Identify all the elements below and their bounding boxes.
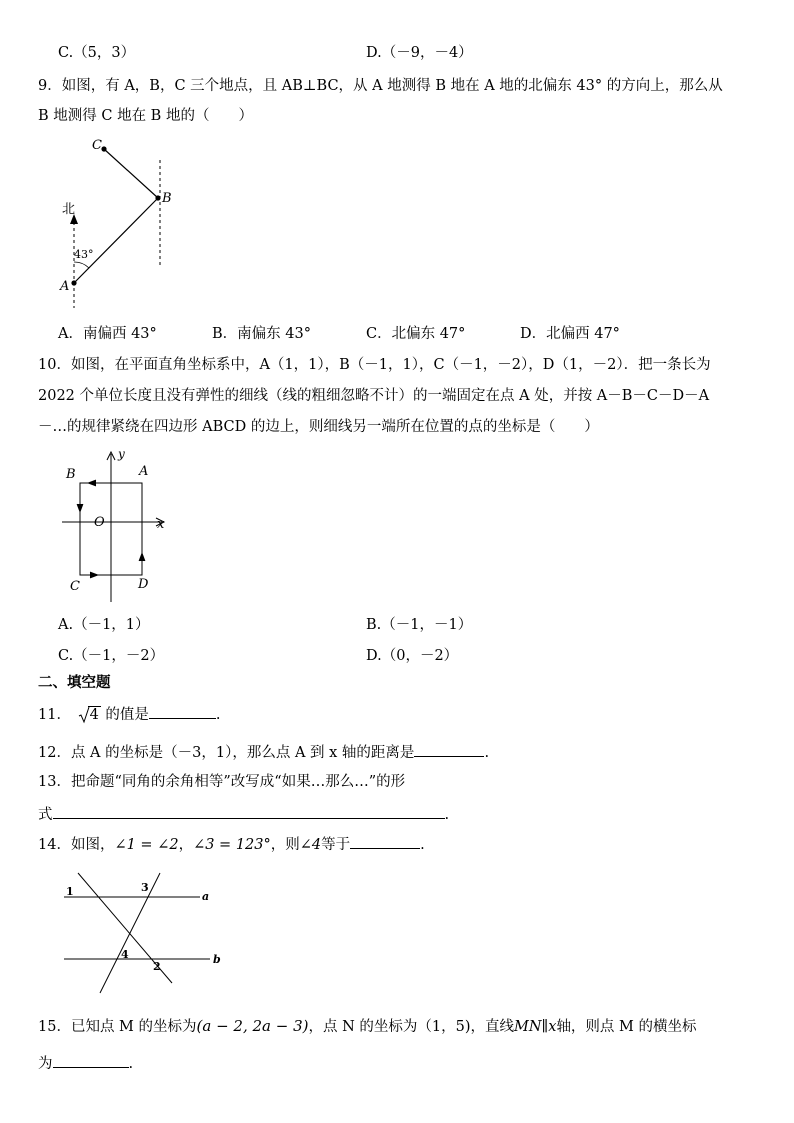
q14-condition-1: ∠1 = ∠2 <box>114 837 179 853</box>
q10-label-a: A <box>139 464 149 479</box>
q10-stem-line1: 10．如图，在平面直角坐标系中，A（1，1），B（－1，1），C（－1，－2），D（1，－2）．把一条长为 <box>38 357 711 373</box>
q14-post: 等于 <box>321 837 351 853</box>
q14-number: 14．如图， <box>38 837 115 853</box>
q15-period: . <box>128 1056 134 1072</box>
q9-option-c: C．北偏东 47° <box>366 326 466 342</box>
q9-option-a: A．南偏西 43° <box>58 326 157 342</box>
q14-label-4: 4 <box>121 948 129 961</box>
q10-label-b: B <box>66 467 76 482</box>
q9-label-b: B <box>162 191 172 206</box>
q10-stem-line3: －…的规律紧绕在四边形 ABCD 的边上，则细线另一端所在位置的点的坐标是（ ） <box>38 419 599 435</box>
q12-text: 12．点 A 的坐标是（－3，1），那么点 A 到 x 轴的距离是 <box>38 745 415 761</box>
q10-label-o: O <box>94 515 105 530</box>
q9-stem-line2: B 地测得 C 地在 B 地的（ ） <box>38 108 253 124</box>
q10-label-x: x <box>157 517 165 532</box>
q15-parallel-symbol: ∥ <box>541 1019 549 1035</box>
q15-line2 <box>38 1053 133 1074</box>
q10-label-d: D <box>138 577 149 592</box>
q15-text-pre: 15．已知点 M 的坐标为 <box>38 1019 197 1035</box>
q9-stem-line1: 9．如图，有 A，B，C 三个地点，且 AB⊥BC，从 A 地测得 B 地在 A 地的北偏东 43° 的方向上，那么从 <box>38 78 723 94</box>
q9-angle-label: 43° <box>74 248 94 261</box>
q9-option-b: B．南偏东 43° <box>212 326 311 342</box>
q15-answer-blank[interactable] <box>53 1053 129 1068</box>
q10-label-y: y <box>118 447 125 461</box>
q10-option-d: D.（0，－2） <box>366 648 459 664</box>
q9-label-a: A <box>60 279 70 294</box>
q12-period: . <box>484 745 490 761</box>
q15-line1 <box>38 1016 697 1037</box>
q11-number: 11． <box>38 707 71 723</box>
q11-text: 的值是 <box>105 707 149 723</box>
q14-transversal-2 <box>100 873 160 993</box>
q14-condition-2: ∠3 = 123° <box>193 837 271 853</box>
q13-line1: 13．把命题“同角的余角相等”改写成“如果…那么…”的形 <box>38 774 406 790</box>
q10-option-c: C.（－1，－2） <box>58 648 165 664</box>
q15-axis-x: x <box>548 1019 557 1035</box>
q9-label-c: C <box>92 138 102 153</box>
q10-option-b: B.（－1，－1） <box>366 617 473 633</box>
q10-option-a: A.（－1，1） <box>58 617 150 633</box>
q15-text-line2: 为 <box>38 1056 53 1072</box>
q14-sep: ， <box>178 837 194 853</box>
q11-period: . <box>215 707 221 723</box>
q9-north-label: 北 <box>62 202 76 217</box>
q14-period: . <box>420 837 425 853</box>
q14-label-2: 2 <box>153 960 161 973</box>
q13-period: . <box>444 807 450 823</box>
q14-label-1: 1 <box>66 885 74 898</box>
q13-text: 式 <box>38 807 53 823</box>
q14-mid: ，则 <box>270 837 300 853</box>
q14-label-b: b <box>213 953 221 966</box>
q15-text-post: 轴，则点 M 的横坐标 <box>556 1019 697 1035</box>
q15-line-mn: MN <box>514 1019 542 1035</box>
q15-coordinate-m: (a − 2, 2a − 3) <box>196 1017 309 1035</box>
section-heading-fill-in: 二、填空题 <box>38 674 111 691</box>
q10-label-c: C <box>70 579 80 594</box>
q14-label-a: a <box>202 890 210 903</box>
q11-radicand: 4 <box>89 707 99 723</box>
q10-stem-line2: 2022 个单位长度且没有弹性的细线（线的粗细忽略不计）的一端固定在点 A 处，并按 A－B－C－D－A <box>38 388 710 404</box>
q14-ask: ∠4 <box>299 837 322 853</box>
q15-text-mid: ，点 N 的坐标为（1，5)，直线 <box>308 1019 514 1035</box>
q8-option-c: C.（5，3） <box>58 45 136 61</box>
q9-option-d: D．北偏西 47° <box>520 326 620 342</box>
q8-option-d: D.（－9，－4） <box>366 45 473 61</box>
q14-label-3: 3 <box>141 881 149 894</box>
